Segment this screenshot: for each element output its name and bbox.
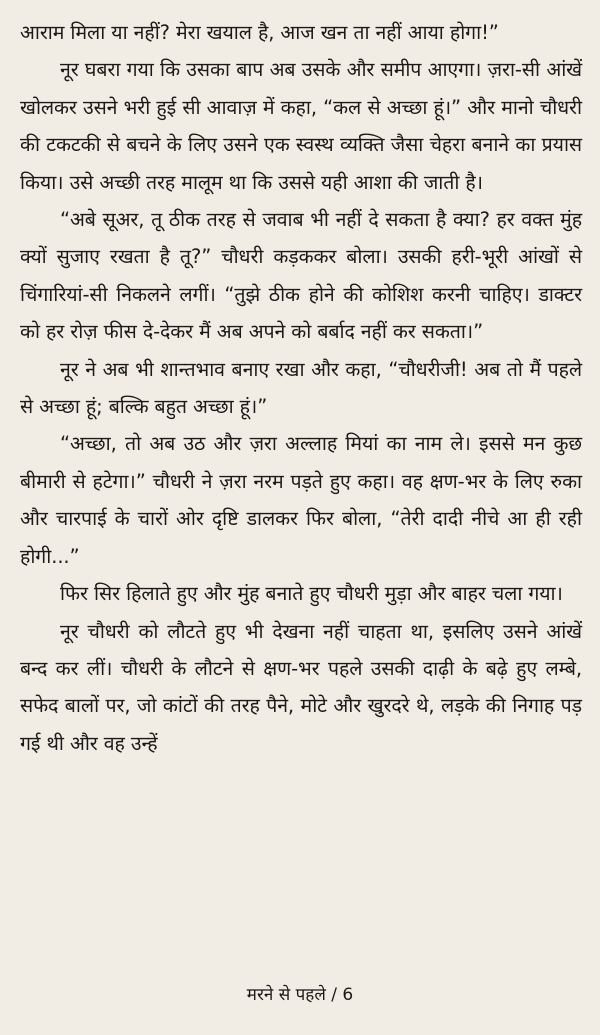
page-footer: मरने से पहले / 6 — [246, 985, 354, 1005]
body-text — [20, 14, 582, 762]
paragraph-5: “अच्छा, तो अब उठ और ज़रा अल्लाह मियां का नाम ले। इससे मन कुछ बीमारी से हटेगा।” चौधरी ने ज़रा नरम पड़ते हुए कहा। वह क्षण-भर के लिए रुका और चारपाई के चारों ओर दृष्टि डालकर फिर बोला, “तेरी दादी नीचे आ ही रही होगी...” — [20, 432, 582, 568]
paragraph-1: आराम मिला या नहीं? मेरा खयाल है, आज खन ता नहीं आया होगा!” — [20, 21, 499, 44]
paragraph-7: नूर चौधरी को लौटते हुए भी देखना नहीं चाहता था, इसलिए उसने आंखें बन्द कर लीं। चौधरी के लौटने से क्षण-भर पहले उसकी दाढ़ी के बढ़े हुए लम्बे, सफेद बालों पर, जो कांटों की तरह पैने, मोटे और खुरदरे थे, लड़के की निगाह पड़ गई थी और वह उन्हें — [20, 619, 582, 755]
paragraph-4: नूर ने अब भी शान्तभाव बनाए रखा और कहा, “चौधरीजी! अब तो मैं पहले से अच्छा हूं; बल्कि बहुत अच्छा हूं।” — [20, 357, 582, 419]
paragraph-6: फिर सिर हिलाते हुए और मुंह बनाते हुए चौधरी मुड़ा और बाहर चला गया। — [60, 582, 563, 606]
paragraph-2: नूर घबरा गया कि उसका बाप अब उसके और समीप आएगा। ज़रा-सी आंखें खोलकर उसने भरी हुई सी आवाज़ में कहा, “कल से अच्छा हूं।” और मानो चौधरी की टकटकी से बचने के लिए उसने एक स्वस्थ व्यक्ति जैसा चेहरा बनाने का प्रयास किया। उसे अच्छी तरह मालूम था कि उससे यही आशा की जाती है। — [20, 58, 582, 194]
paragraph-3: “अबे सूअर, तू ठीक तरह से जवाब भी नहीं दे सकता है क्या? हर वक्त मुंह क्यों सुजाए रखता है तू?” चौधरी कड़ककर बोला। उसकी हरी-भूरी आंखों से चिंगारियां-सी निकलने लगीं। “तुझे ठीक होने की कोशिश करनी चाहिए। डाक्टर को हर रोज़ फीस दे-देकर मैं अब अपने को बर्बाद नहीं कर सकता।” — [20, 208, 582, 344]
